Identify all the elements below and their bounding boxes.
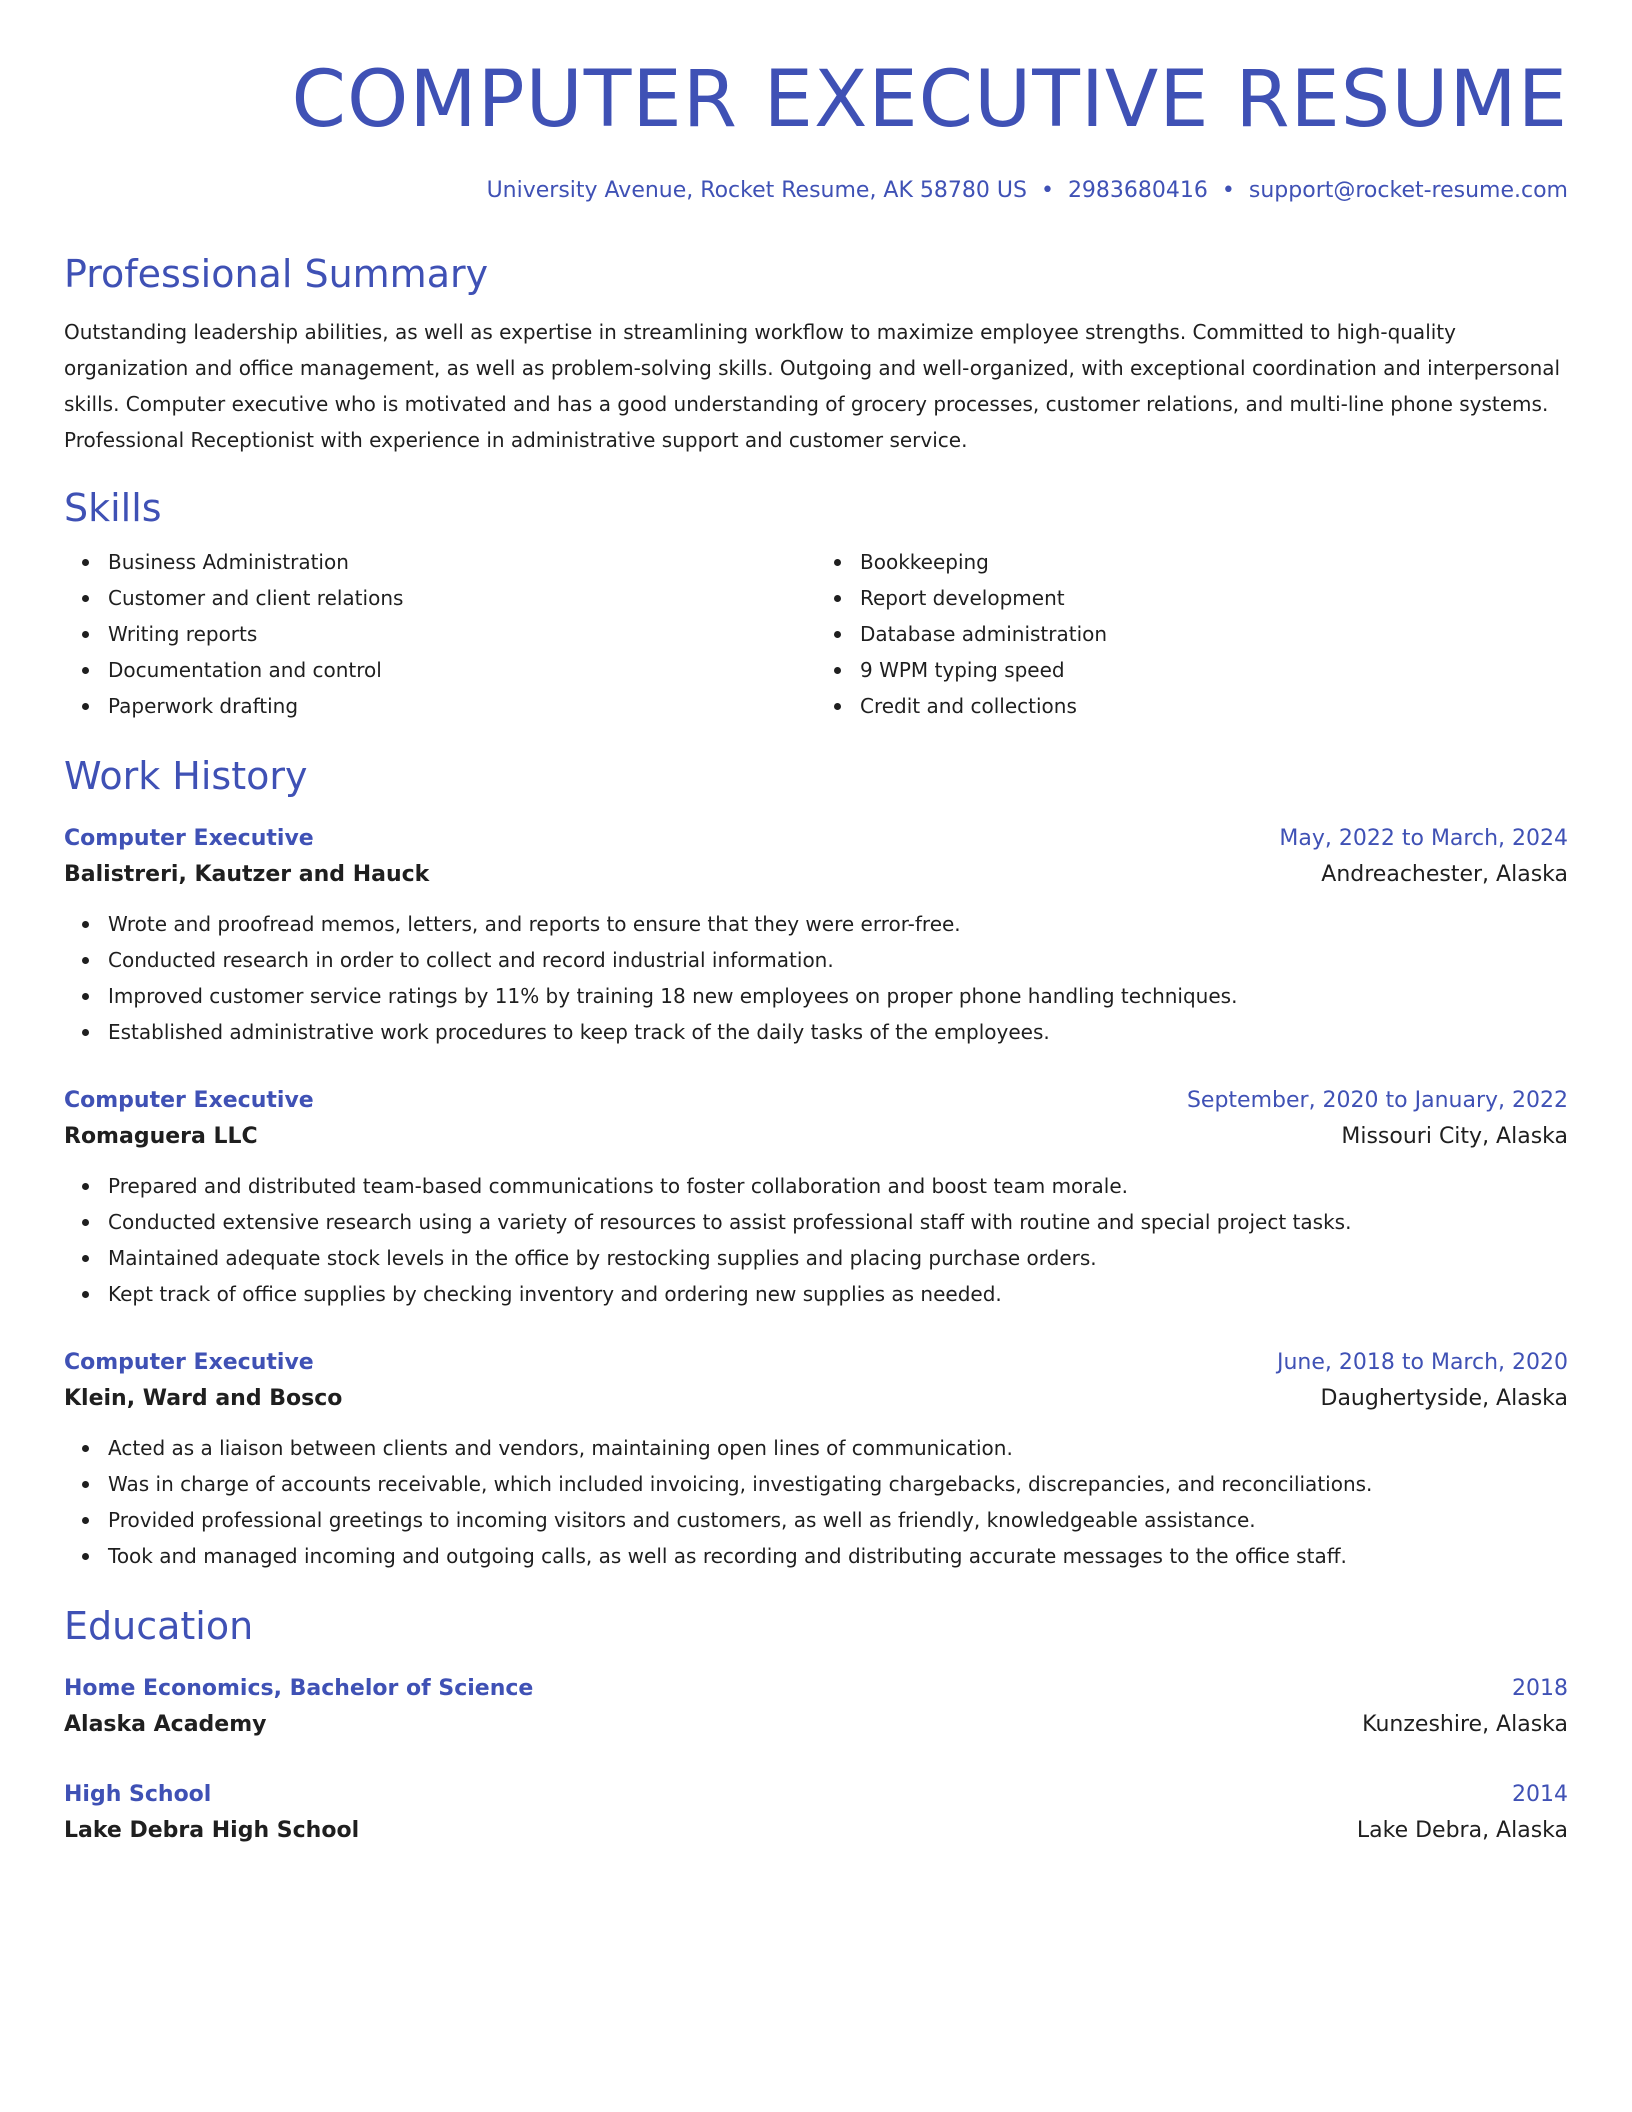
education-entry bbox=[64, 1778, 1568, 1850]
skill-item: Credit and collections bbox=[860, 688, 1568, 724]
education-degree: Home Economics, Bachelor of Science bbox=[64, 1676, 534, 1701]
job-bullets bbox=[64, 1430, 1568, 1574]
job-company-row bbox=[64, 856, 1568, 894]
skill-item: Customer and client relations bbox=[108, 580, 816, 616]
contact-separator: • bbox=[1040, 178, 1054, 203]
job-role: Computer Executive bbox=[64, 1088, 314, 1113]
skills-grid bbox=[64, 544, 1568, 724]
education-school-row bbox=[64, 1706, 1568, 1744]
contact-separator: • bbox=[1221, 178, 1235, 203]
job-entry bbox=[64, 1084, 1568, 1312]
education-school-row bbox=[64, 1812, 1568, 1850]
education-school: Alaska Academy bbox=[64, 1712, 267, 1737]
job-company: Klein, Ward and Bosco bbox=[64, 1386, 343, 1411]
education-school: Lake Debra High School bbox=[64, 1818, 360, 1843]
education-year: 2018 bbox=[1512, 1676, 1568, 1701]
work-history-section bbox=[64, 752, 1568, 1574]
skills-heading: Skills bbox=[64, 486, 162, 530]
job-bullet: Was in charge of accounts receivable, which included invoicing, investigating chargebacks, discrepancies, and reconciliations. bbox=[108, 1466, 1568, 1502]
job-entry bbox=[64, 1346, 1568, 1574]
contact-address: University Avenue, Rocket Resume, AK 58780 US bbox=[486, 178, 1027, 203]
job-header-row bbox=[64, 822, 1568, 856]
job-dates: September, 2020 to January, 2022 bbox=[1186, 1088, 1568, 1113]
job-dates: June, 2018 to March, 2020 bbox=[1277, 1350, 1568, 1375]
education-heading: Education bbox=[64, 1604, 254, 1648]
skill-item: Writing reports bbox=[108, 616, 816, 652]
resume-title: COMPUTER EXECUTIVE RESUME bbox=[291, 55, 1568, 145]
job-bullet: Took and managed incoming and outgoing calls, as well as recording and distributing accurate messages to the office staff. bbox=[108, 1538, 1568, 1574]
resume-header bbox=[64, 52, 1568, 206]
job-bullet: Conducted extensive research using a variety of resources to assist professional staff with routine and special project tasks. bbox=[108, 1204, 1568, 1240]
education-header-row bbox=[64, 1778, 1568, 1812]
skill-item: Documentation and control bbox=[108, 652, 816, 688]
job-location: Missouri City, Alaska bbox=[1341, 1124, 1568, 1149]
job-company: Romaguera LLC bbox=[64, 1124, 258, 1149]
job-header-row bbox=[64, 1084, 1568, 1118]
work-history-heading: Work History bbox=[64, 754, 308, 798]
job-role: Computer Executive bbox=[64, 826, 314, 851]
job-bullet: Acted as a liaison between clients and vendors, maintaining open lines of communication. bbox=[108, 1430, 1568, 1466]
job-company-row bbox=[64, 1380, 1568, 1418]
education-location: Lake Debra, Alaska bbox=[1356, 1818, 1568, 1843]
job-bullet: Provided professional greetings to incoming visitors and customers, as well as friendly, knowledgeable assistance. bbox=[108, 1502, 1568, 1538]
education-degree: High School bbox=[64, 1782, 212, 1807]
contact-phone: 2983680416 bbox=[1067, 178, 1208, 203]
contact-email: support@rocket-resume.com bbox=[1248, 178, 1568, 203]
education-section bbox=[64, 1602, 1568, 1850]
summary-section bbox=[64, 250, 1568, 458]
skills-list-left bbox=[64, 544, 816, 724]
skill-item: Business Administration bbox=[108, 544, 816, 580]
job-company: Balistreri, Kautzer and Hauck bbox=[64, 862, 430, 887]
education-year: 2014 bbox=[1512, 1782, 1568, 1807]
job-bullet: Kept track of office supplies by checking inventory and ordering new supplies as needed. bbox=[108, 1276, 1568, 1312]
job-location: Daughertyside, Alaska bbox=[1320, 1386, 1568, 1411]
job-bullet: Improved customer service ratings by 11% by training 18 new employees on proper phone handling techniques. bbox=[108, 978, 1568, 1014]
education-entry bbox=[64, 1672, 1568, 1744]
summary-text: Outstanding leadership abilities, as well as expertise in streamlining workflow to maximize employee strengths. Committed to high-quality organization and office management, as well as problem-solving skills. Outgoing and well-organized, with exceptional coordination and interpersonal skills. Computer executive who is motivated and has a good understanding of grocery processes, customer relations, and multi-line phone systems. Professional Receptionist with experience in administrative support and customer service. bbox=[64, 320, 1561, 452]
job-header-row bbox=[64, 1346, 1568, 1380]
job-role: Computer Executive bbox=[64, 1350, 314, 1375]
skill-item: Bookkeeping bbox=[860, 544, 1568, 580]
job-bullet: Established administrative work procedures to keep track of the daily tasks of the employees. bbox=[108, 1014, 1568, 1050]
skill-item: Paperwork drafting bbox=[108, 688, 816, 724]
job-bullet: Prepared and distributed team-based communications to foster collaboration and boost team morale. bbox=[108, 1168, 1568, 1204]
skill-item: Database administration bbox=[860, 616, 1568, 652]
job-bullets bbox=[64, 906, 1568, 1050]
skills-list-right bbox=[816, 544, 1568, 724]
job-entry bbox=[64, 822, 1568, 1050]
education-header-row bbox=[64, 1672, 1568, 1706]
education-location: Kunzeshire, Alaska bbox=[1362, 1712, 1568, 1737]
contact-line bbox=[64, 176, 1568, 206]
job-company-row bbox=[64, 1118, 1568, 1156]
skill-item: Report development bbox=[860, 580, 1568, 616]
job-bullet: Conducted research in order to collect and record industrial information. bbox=[108, 942, 1568, 978]
job-dates: May, 2022 to March, 2024 bbox=[1279, 826, 1568, 851]
summary-heading: Professional Summary bbox=[64, 252, 489, 296]
skills-section bbox=[64, 484, 1568, 724]
job-location: Andreachester, Alaska bbox=[1321, 862, 1568, 887]
job-bullet: Maintained adequate stock levels in the office by restocking supplies and placing purchase orders. bbox=[108, 1240, 1568, 1276]
job-bullet: Wrote and proofread memos, letters, and reports to ensure that they were error-free. bbox=[108, 906, 1568, 942]
skill-item: 9 WPM typing speed bbox=[860, 652, 1568, 688]
job-bullets bbox=[64, 1168, 1568, 1312]
